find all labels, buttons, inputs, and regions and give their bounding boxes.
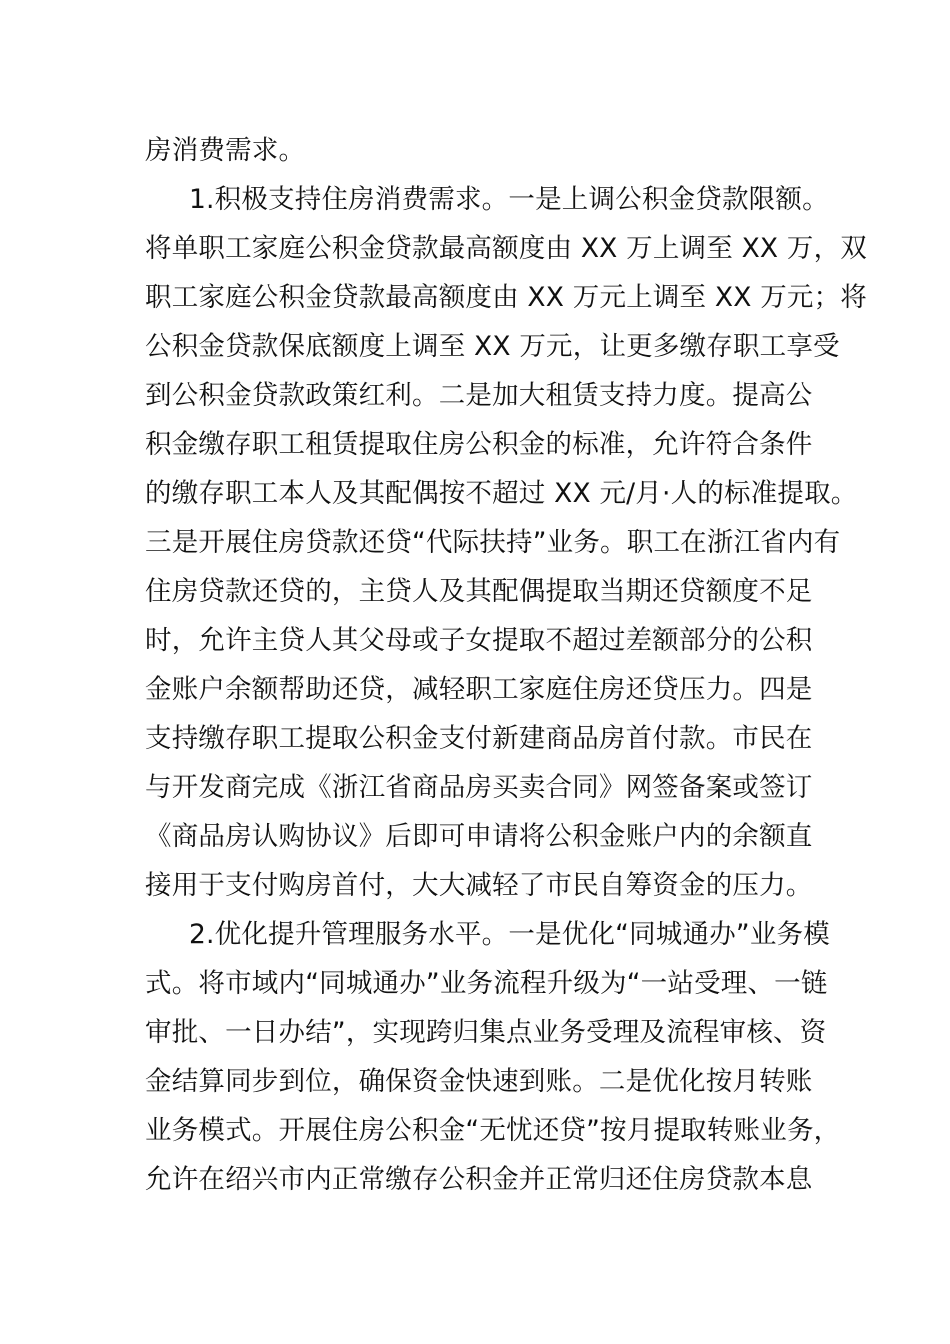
text-line: 积金缴存职工租赁提取住房公积金的标准，允许符合条件 — [145, 429, 813, 460]
text-line: 金结算同步到位，确保资金快速到账。二是优化按月转账 — [145, 1066, 813, 1097]
text-line: 业务模式。开展住房公积金“无忧还贷”按月提取转账业务， — [145, 1115, 841, 1146]
text-line: 三是开展住房贷款还贷“代际扶持”业务。职工在浙江省内有 — [145, 527, 841, 558]
text-line: 房消费需求。 — [145, 135, 306, 166]
text-line: 允许在绍兴市内正常缴存公积金并正常归还住房贷款本息 — [145, 1164, 813, 1195]
text-line: 金账户余额帮助还贷，减轻职工家庭住房还贷压力。四是 — [145, 674, 813, 705]
paragraph-start-line: 2.优化提升管理服务水平。一是优化“同城通办”业务模 — [189, 919, 830, 950]
text-line: 审批、一日办结”，实现跨归集点业务受理及流程审核、资 — [145, 1017, 827, 1048]
paragraph-start-line: 1.积极支持住房消费需求。一是上调公积金贷款限额。 — [189, 184, 829, 215]
text-line: 将单职工家庭公积金贷款最高额度由 XX 万上调至 XX 万，双 — [145, 233, 868, 264]
text-line: 住房贷款还贷的，主贷人及其配偶提取当期还贷额度不足 — [145, 576, 813, 607]
text-line: 支持缴存职工提取公积金支付新建商品房首付款。市民在 — [145, 723, 813, 754]
text-line: 《商品房认购协议》后即可申请将公积金账户内的余额直 — [145, 821, 813, 852]
text-line: 接用于支付购房首付，大大减轻了市民自筹资金的压力。 — [145, 870, 813, 901]
text-line: 到公积金贷款政策红利。二是加大租赁支持力度。提高公 — [145, 380, 813, 411]
text-line: 与开发商完成《浙江省商品房买卖合同》网签备案或签订 — [145, 772, 813, 803]
text-line: 式。将市域内“同城通办”业务流程升级为“一站受理、一链 — [145, 968, 828, 999]
text-line: 的缴存职工本人及其配偶按不超过 XX 元/月·人的标准提取。 — [145, 478, 858, 509]
text-line: 公积金贷款保底额度上调至 XX 万元，让更多缴存职工享受 — [145, 331, 840, 362]
body-text — [145, 126, 868, 1204]
text-line: 时，允许主贷人其父母或子女提取不超过差额部分的公积 — [145, 625, 813, 656]
text-line: 职工家庭公积金贷款最高额度由 XX 万元上调至 XX 万元；将 — [145, 282, 868, 313]
